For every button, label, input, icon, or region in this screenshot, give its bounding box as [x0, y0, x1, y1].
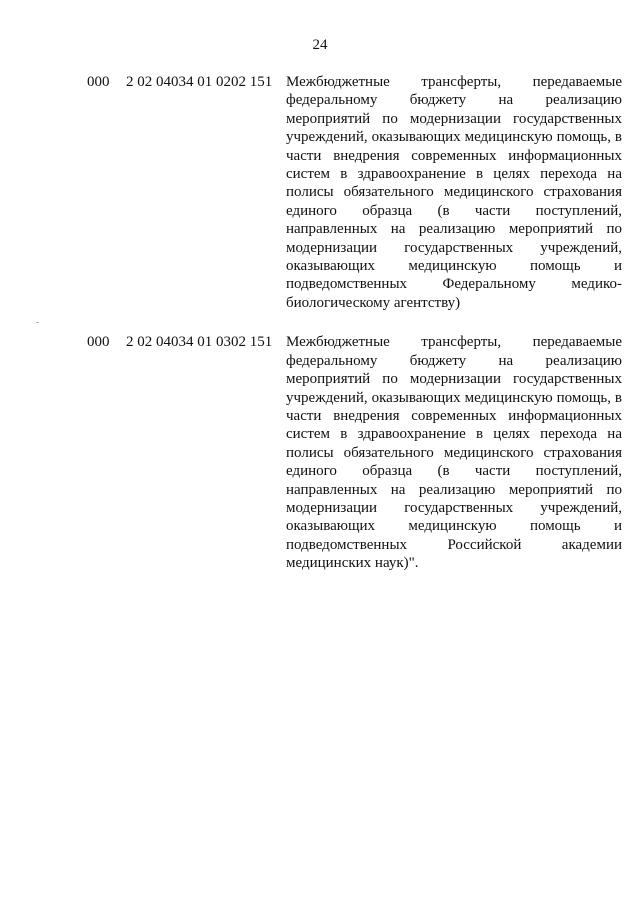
page-number: 24	[312, 37, 328, 53]
entry-row	[0, 333, 640, 572]
entry-description: Межбюджетные трансферты, передаваемые федеральному бюджету на реализацию мероприятий по модернизации государственных учреждений, оказывающих медицинскую помощь, в части внедрения современных информационных систем в здравоохранение в целях перехода на полисы обязательного медицинского страхования единого образца (в части поступлений, направленных на реализацию мероприятий по модернизации государственных учреждений, оказывающих медицинскую помощь и подведомственных Российской академии медицинских наук)".	[286, 334, 622, 572]
admin-code: 000	[87, 74, 110, 90]
entries-list	[0, 73, 640, 594]
entry-description: Межбюджетные трансферты, передаваемые федеральному бюджету на реализацию мероприятий по модернизации государственных учреждений, оказывающих медицинскую помощь, в части внедрения современных информационных систем в здравоохранение в целях перехода на полисы обязательного медицинского страхования единого образца (в части поступлений, направленных на реализацию мероприятий по модернизации государственных учреждений, оказывающих медицинскую помощь и подведомственных Федеральному медико-биологическому агентству)	[286, 74, 622, 311]
scan-mark	[36, 322, 39, 323]
kbk-code: 2 02 04034 01 0202 151	[126, 74, 273, 90]
entry-row	[0, 73, 640, 312]
admin-code: 000	[87, 334, 110, 351]
kbk-code: 2 02 04034 01 0302 151	[126, 334, 273, 351]
